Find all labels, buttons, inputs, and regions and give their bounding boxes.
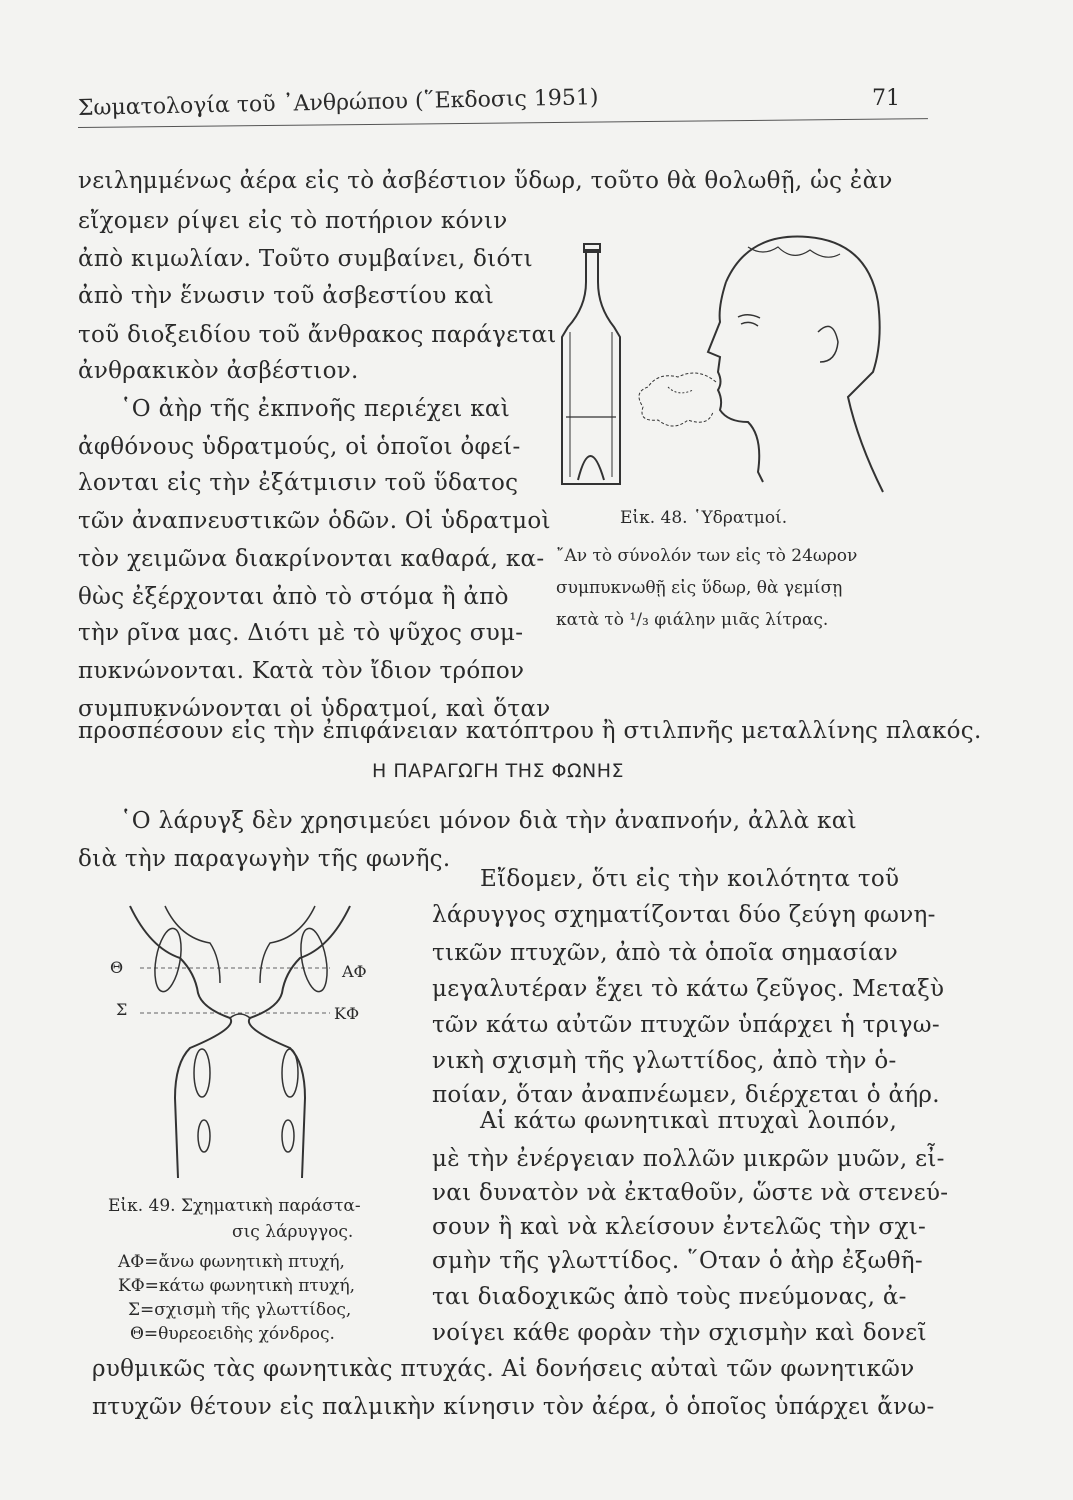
- text-line: τικῶν πτυχῶν, ἀπὸ τὰ ὁποῖα σημασίαν: [432, 940, 899, 966]
- text-line: εἴχομεν ρίψει εἰς τὸ ποτήριον κόνιν: [78, 208, 508, 234]
- text-line: ρυθμικῶς τὰς φωνητικὰς πτυχάς. Αἱ δονήσεις αὐταὶ τῶν φωνητικῶν: [92, 1356, 915, 1382]
- text-line: λονται εἰς τὴν ἐξάτμισιν τοῦ ὕδατος: [78, 470, 519, 496]
- text-line: ἀπὸ τὴν ἕνωσιν τοῦ ἀσβεστίου καὶ: [78, 283, 495, 309]
- text-line: λάρυγγος σχηματίζονται δύο ζεύγη φωνη-: [432, 902, 936, 928]
- text-line: τὸν χειμῶνα διακρίνονται καθαρά, κα-: [78, 546, 545, 572]
- text-line: σουν ἢ καὶ νὰ κλείσουν ἐντελῶς τὴν σχι-: [432, 1214, 927, 1240]
- text-line: μὲ τὴν ἐνέργειαν πολλῶν μικρῶν μυῶν, εἶ-: [432, 1146, 945, 1172]
- text-line: ῾Ο λάρυγξ δὲν χρησιμεύει μόνον διὰ τὴν ἀναπνοήν, ἀλλὰ καὶ: [120, 808, 857, 834]
- section-heading: Η ΠΑΡΑΓΩΓΗ ΤΗΣ ΦΩΝΗΣ: [372, 760, 624, 782]
- label-sigma: Σ: [116, 1000, 128, 1019]
- figure-49-legend-item: Σ=σχισμὴ τῆς γλωττίδος,: [128, 1300, 352, 1320]
- text-line: Αἱ κάτω φωνητικαὶ πτυχαὶ λοιπόν,: [480, 1108, 898, 1134]
- text-line: ῾Ο ἀὴρ τῆς ἐκπνοῆς περιέχει καὶ: [120, 396, 511, 422]
- text-line: σμὴν τῆς γλωττίδος. ῞Οταν ὁ ἀὴρ ἐξωθῆ-: [432, 1248, 923, 1274]
- text-line: ἀπὸ κιμωλίαν. Τοῦτο συμβαίνει, διότι: [78, 246, 533, 272]
- text-line: τῶν κάτω αὐτῶν πτυχῶν ὑπάρχει ἡ τριγω-: [432, 1012, 940, 1038]
- figure-49-caption-line: σις λάρυγγος.: [232, 1222, 354, 1242]
- text-line: ται διαδοχικῶς ἀπὸ τοὺς πνεύμονας, ἀ-: [432, 1284, 907, 1310]
- text-line: προσπέσουν εἰς τὴν ἐπιφάνειαν κατόπτρου ἢ στιλπνῆς μεταλλίνης πλακός.: [78, 718, 982, 744]
- running-title: Σωματολογία τοῦ ᾿Ανθρώπου (῞Εκδοσις 1951): [77, 85, 599, 121]
- text-line: Εἴδομεν, ὅτι εἰς τὴν κοιλότητα τοῦ: [480, 866, 900, 892]
- text-line: ποίαν, ὅταν ἀναπνέωμεν, διέρχεται ὁ ἀήρ.: [432, 1082, 940, 1108]
- figure-48-note-line: κατὰ τὸ ¹/₃ φιάλην μιᾶς λίτρας.: [556, 610, 829, 630]
- text-line: θὼς ἐξέρχονται ἀπὸ τὸ στόμα ἢ ἀπὸ: [78, 584, 509, 610]
- text-line: ναι δυνατὸν νὰ ἐκταθοῦν, ὥστε νὰ στενεύ-: [432, 1180, 949, 1206]
- text-line: τὴν ρῖνα μας. Διότι μὲ τὸ ψῦχος συμ-: [78, 620, 524, 646]
- text-line: τῶν ἀναπνευστικῶν ὁδῶν. Οἱ ὑδρατμοὶ: [78, 508, 551, 534]
- text-line: ἀφθόνους ὑδρατμούς, οἱ ὁποῖοι ὀφεί-: [78, 434, 521, 460]
- label-theta: Θ: [110, 958, 124, 977]
- text-line: μεγαλυτέραν ἔχει τὸ κάτω ζεῦγος. Μεταξὺ: [432, 976, 945, 1002]
- text-line: πυκνώνονται. Κατὰ τὸν ἴδιον τρόπον: [78, 658, 525, 684]
- figure-48-note-line: συμπυκνωθῇ εἰς ὕδωρ, θὰ γεμίσῃ: [556, 578, 843, 598]
- figure-48-illustration: [548, 222, 898, 512]
- figure-48-label: Εἰκ. 48. ῾Υδρατμοί.: [620, 508, 788, 528]
- text-line: διὰ τὴν παραγωγὴν τῆς φωνῆς.: [78, 846, 451, 872]
- label-kf: ΚΦ: [334, 1004, 360, 1023]
- text-line: τοῦ διοξειδίου τοῦ ἄνθρακος παράγεται: [78, 322, 557, 348]
- label-af: ΑΦ: [342, 962, 367, 981]
- figure-49-caption-line: Εἰκ. 49. Σχηματικὴ παράστα-: [108, 1196, 361, 1216]
- figure-48-note-line: ῎Αν τὸ σύνολόν των εἰς τὸ 24ωρον: [556, 546, 858, 566]
- figure-49-larynx-diagram: [120, 898, 380, 1188]
- header-rule: [78, 118, 928, 128]
- text-line: ἀνθρακικὸν ἀσβέστιον.: [78, 358, 359, 384]
- figure-49-legend-item: Θ=θυρεοειδὴς χόνδρος.: [130, 1324, 335, 1344]
- figure-49-legend-item: ΚΦ=κάτω φωνητικὴ πτυχή,: [118, 1276, 356, 1296]
- figure-49-legend-item: ΑΦ=ἄνω φωνητικὴ πτυχή,: [118, 1252, 345, 1272]
- text-line: νικὴ σχισμὴ τῆς γλωττίδος, ἀπὸ τὴν ὁ-: [432, 1048, 897, 1074]
- text-line: συμπυκνώνονται οἱ ὑδρατμοί, καὶ ὅταν: [78, 696, 551, 722]
- text-line: πτυχῶν θέτουν εἰς παλμικὴν κίνησιν τὸν ἀέρα, ὁ ὁποῖος ὑπάρχει ἄνω-: [92, 1394, 935, 1420]
- text-line: νειλημμένως ἀέρα εἰς τὸ ἀσβέστιον ὕδωρ, τοῦτο θὰ θολωθῇ, ὡς ἐὰν: [78, 168, 893, 194]
- page-number: 71: [872, 86, 900, 111]
- text-line: νοίγει κάθε φορὰν τὴν σχισμὴν καὶ δονεῖ: [432, 1320, 927, 1346]
